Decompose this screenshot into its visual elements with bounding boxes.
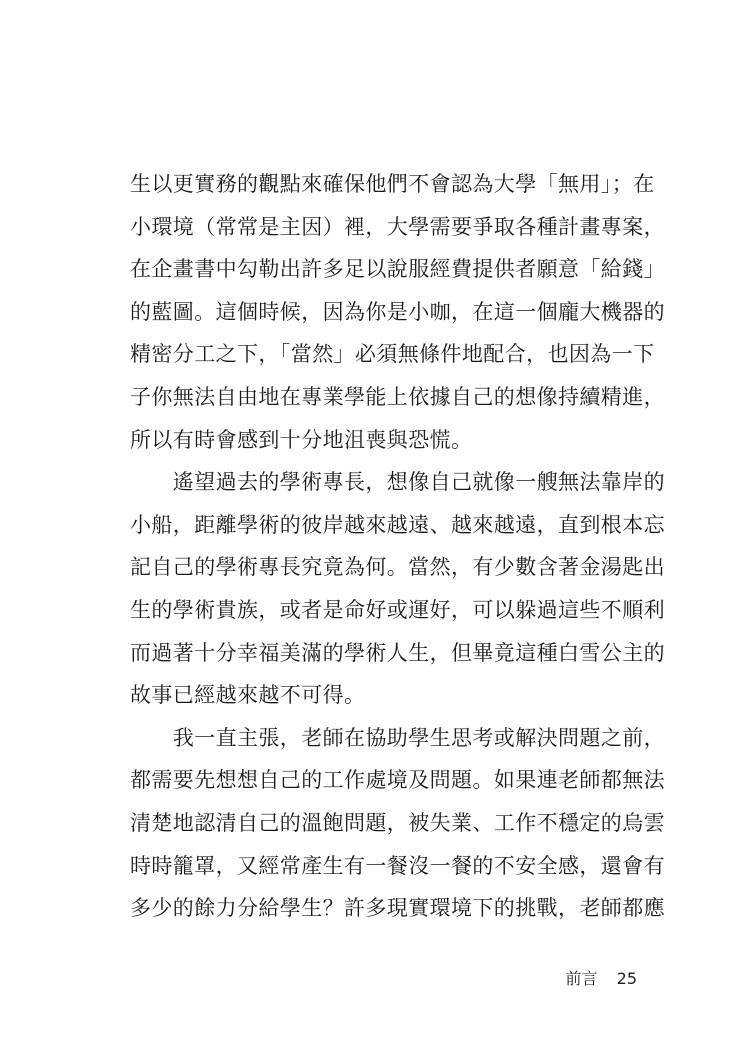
text-line: 子你無法自由地在專業學能上依據自己的想像持續精進，: [130, 384, 665, 409]
text-line: 精密分工之下，「當然」必須無條件地配合，也因為一下: [130, 342, 655, 367]
text-line: 多少的餘力分給學生？許多現實環境下的挑戰，老師都應: [130, 896, 665, 921]
text-line: 清楚地認清自己的溫飽問題，被失業、工作不穩定的烏雲: [130, 810, 665, 835]
text-line: 而過著十分幸福美滿的學術人生，但畢竟這種白雪公主的: [130, 640, 665, 665]
text-line: 的藍圖。這個時候，因為你是小咖，在這一個龐大機器的: [130, 299, 665, 324]
page-number: 25: [616, 969, 637, 988]
text-line: 所以有時會感到十分地沮喪與恐慌。: [130, 427, 473, 452]
page-footer: [566, 966, 637, 989]
text-line: 在企畫書中勾勒出許多足以說服經費提供者願意「給錢」: [130, 257, 665, 282]
footer-section-title: 前言: [565, 969, 598, 988]
text-line: 遙望過去的學術專長，想像自己就像一艘無法靠岸的: [130, 470, 665, 495]
text-line: 小環境（常常是主因）裡，大學需要爭取各種計畫專案，: [130, 214, 665, 239]
text-line: 小船，距離學術的彼岸越來越遠、越來越遠，直到根本忘: [130, 512, 665, 537]
text-line: 生的學術貴族，或者是命好或運好，可以躲過這些不順利: [130, 597, 665, 622]
text-line: 生以更實務的觀點來確保他們不會認為大學「無用」；在: [130, 172, 655, 196]
text-line: 故事已經越來越不可得。: [130, 683, 366, 708]
text-line: 我一直主張，老師在協助學生思考或解決問題之前，: [130, 725, 665, 750]
text-line: 記自己的學術專長究竟為何。當然，有少數含著金湯匙出: [130, 555, 665, 580]
body-text: [130, 163, 665, 930]
text-line: 都需要先想想自己的工作處境及問題。如果連老師都無法: [130, 768, 665, 793]
text-line: 時時籠罩，又經常產生有一餐沒一餐的不安全感，還會有: [130, 853, 665, 878]
